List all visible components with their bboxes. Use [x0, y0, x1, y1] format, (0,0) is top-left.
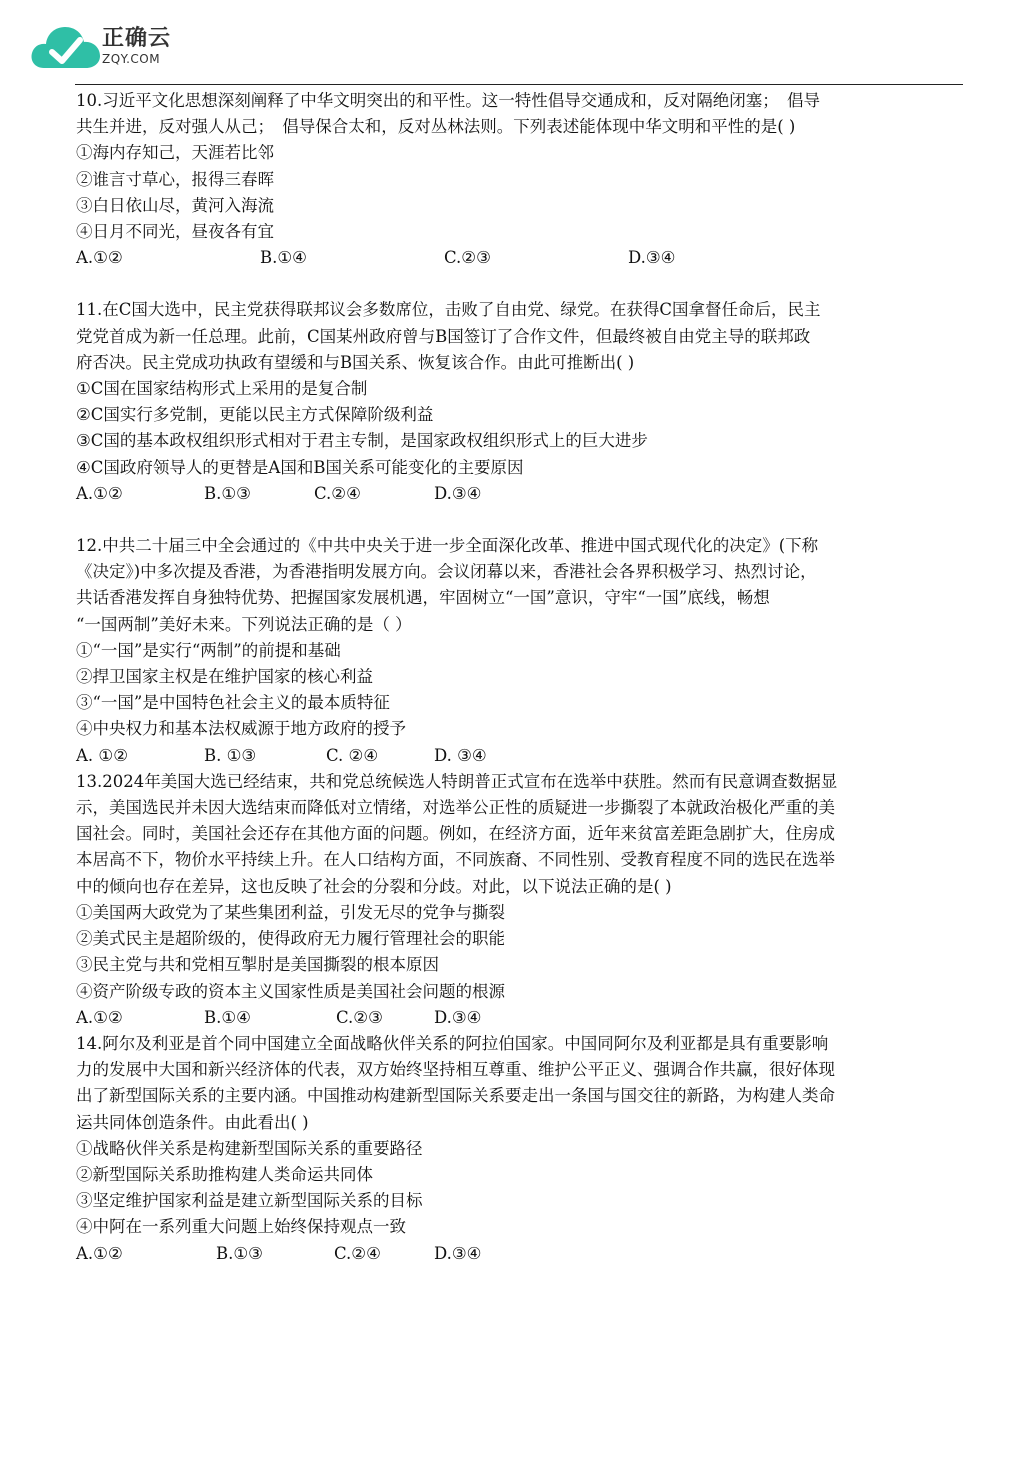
statement-item: ④中阿在一系列重大问题上始终保持观点一致: [76, 1217, 406, 1237]
question-11: [76, 297, 960, 507]
answer-options: [76, 1005, 960, 1031]
question-12: [76, 533, 960, 769]
brand: [102, 26, 171, 66]
question-13: [76, 769, 960, 1031]
question-14: [76, 1031, 960, 1267]
question-stem-line: 13.2024年美国大选已经结束，共和党总统候选人特朗普正式宣布在选举中获胜。然而有民意调查数据显: [76, 771, 838, 791]
option-c: C.②③: [336, 1007, 383, 1027]
answer-options: [76, 743, 960, 769]
answer-options: [76, 481, 960, 507]
option-a: A. ①②: [76, 745, 128, 765]
option-b: B.①④: [204, 1007, 251, 1027]
statement-item: ③C国的基本政权组织形式相对于君主专制，是国家政权组织形式上的巨大进步: [76, 431, 648, 451]
question-stem-line: “一国两制”美好未来。下列说法正确的是（ ）: [76, 614, 412, 634]
question-stem-line: 共话香港发挥自身独特优势、把握国家发展机遇，牢固树立“一国”意识，守牢“一国”底线，畅想: [76, 588, 770, 608]
question-stem-line: 12.中共二十届三中全会通过的《中共中央关于进一步全面深化改革、推进中国式现代化的决定》(下称: [76, 536, 819, 556]
statement-item: ③民主党与共和党相互掣肘是美国撕裂的根本原因: [76, 955, 439, 975]
question-stem-line: 国社会。同时，美国社会还存在其他方面的问题。例如，在经济方面，近年来贫富差距急剧扩大，住房成: [76, 824, 835, 844]
statement-item: ①战略伙伴关系是构建新型国际关系的重要路径: [76, 1138, 423, 1158]
option-c: C.②④: [334, 1243, 381, 1263]
question-stem-line: 本居高不下，物价水平持续上升。在人口结构方面，不同族裔、不同性别、受教育程度不同的选民在选举: [76, 850, 835, 870]
question-stem-line: 中的倾向也存在差异，这也反映了社会的分裂和分歧。对此，以下说法正确的是( ): [76, 876, 672, 896]
statement-item: ②新型国际关系助推构建人类命运共同体: [76, 1164, 373, 1184]
question-stem-line: 运共同体创造条件。由此看出( ): [76, 1112, 309, 1132]
statement-item: ④资产阶级专政的资本主义国家性质是美国社会问题的根源: [76, 981, 505, 1001]
option-b: B.①④: [260, 248, 307, 268]
option-d: D.③④: [434, 1243, 482, 1263]
question-10: [76, 88, 960, 271]
statement-item: ②美式民主是超阶级的，使得政府无力履行管理社会的职能: [76, 929, 505, 949]
answer-options: [76, 1241, 960, 1267]
question-stem-line: 14.阿尔及利亚是首个同中国建立全面战略伙伴关系的阿拉伯国家。中国同阿尔及利亚都是具有重要影响: [76, 1033, 829, 1053]
brand-domain: ZQY.COM: [102, 52, 161, 66]
statement-item: ①美国两大政党为了某些集团利益，引发无尽的党争与撕裂: [76, 902, 505, 922]
question-list: [76, 88, 960, 1267]
option-b: B. ①③: [204, 745, 257, 765]
question-stem-line: 共生并进，反对强人从己； 倡导保合太和，反对丛林法则。下列表述能体现中华文明和平性的是( ): [76, 117, 796, 137]
option-a: A.①②: [76, 1007, 123, 1027]
option-d: D. ③④: [434, 745, 487, 765]
question-stem-line: 示，美国选民并未因大选结束而降低对立情绪，对选举公正性的质疑进一步撕裂了本就政治极化严重的美: [76, 798, 835, 818]
statement-item: ④日月不同光，昼夜各有宜: [76, 222, 274, 242]
page-header: [30, 18, 970, 78]
question-stem-line: 党党首成为新一任总理。此前，C国某州政府曾与B国签订了合作文件，但最终被自由党主导的联邦政: [76, 326, 811, 346]
statement-item: ④C国政府领导人的更替是A国和B国关系可能变化的主要原因: [76, 457, 524, 477]
statement-item: ①C国在国家结构形式上采用的是复合制: [76, 379, 368, 399]
brand-name: 正确云: [102, 26, 172, 51]
statement-item: ③“一国”是中国特色社会主义的最本质特征: [76, 693, 390, 713]
statement-item: ②C国实行多党制，更能以民主方式保障阶级利益: [76, 405, 434, 425]
option-a: A.①②: [76, 248, 123, 268]
option-c: C.②③: [444, 248, 491, 268]
statement-item: ①“一国”是实行“两制”的前提和基础: [76, 640, 341, 660]
question-stem-line: 10.习近平文化思想深刻阐释了中华文明突出的和平性。这一特性倡导交通成和，反对隔绝闭塞； 倡导: [76, 91, 820, 110]
question-stem-line: 《决定》)中多次提及香港，为香港指明发展方向。会议闭幕以来，香港社会各界积极学习、热烈讨论，: [76, 562, 817, 582]
zqy-cloud-check-logo-icon: [30, 22, 110, 74]
spacer: [76, 507, 960, 533]
option-d: D.③④: [434, 483, 482, 503]
option-b: B.①③: [216, 1243, 263, 1263]
header-divider: [75, 84, 963, 85]
option-c: C. ②④: [326, 745, 379, 765]
statement-item: ②谁言寸草心，报得三春晖: [76, 169, 274, 189]
option-a: A.①②: [76, 1243, 123, 1263]
option-d: D.③④: [434, 1007, 482, 1027]
option-b: B.①③: [204, 483, 251, 503]
statement-item: ①海内存知己，天涯若比邻: [76, 143, 274, 163]
option-c: C.②④: [314, 483, 361, 503]
spacer: [76, 271, 960, 297]
statement-item: ②捍卫国家主权是在维护国家的核心利益: [76, 667, 373, 687]
question-stem-line: 出了新型国际关系的主要内涵。中国推动构建新型国际关系要走出一条国与国交往的新路，为构建人类命: [76, 1086, 835, 1106]
option-d: D.③④: [628, 248, 676, 268]
question-stem-line: 力的发展中大国和新兴经济体的代表，双方始终坚持相互尊重、维护公平正义、强调合作共赢，很好体现: [76, 1060, 835, 1080]
answer-options: [76, 245, 960, 271]
statement-item: ③白日依山尽，黄河入海流: [76, 195, 274, 215]
question-stem-line: 府否决。民主党成功执政有望缓和与B国关系、恢复该合作。由此可推断出( ): [76, 352, 635, 372]
statement-item: ③坚定维护国家利益是建立新型国际关系的目标: [76, 1191, 423, 1211]
question-stem-line: 11.在C国大选中，民主党获得联邦议会多数席位，击败了自由党、绿党。在获得C国拿督任命后，民主: [76, 300, 821, 320]
statement-item: ④中央权力和基本法权威源于地方政府的授予: [76, 719, 406, 739]
option-a: A.①②: [76, 483, 123, 503]
